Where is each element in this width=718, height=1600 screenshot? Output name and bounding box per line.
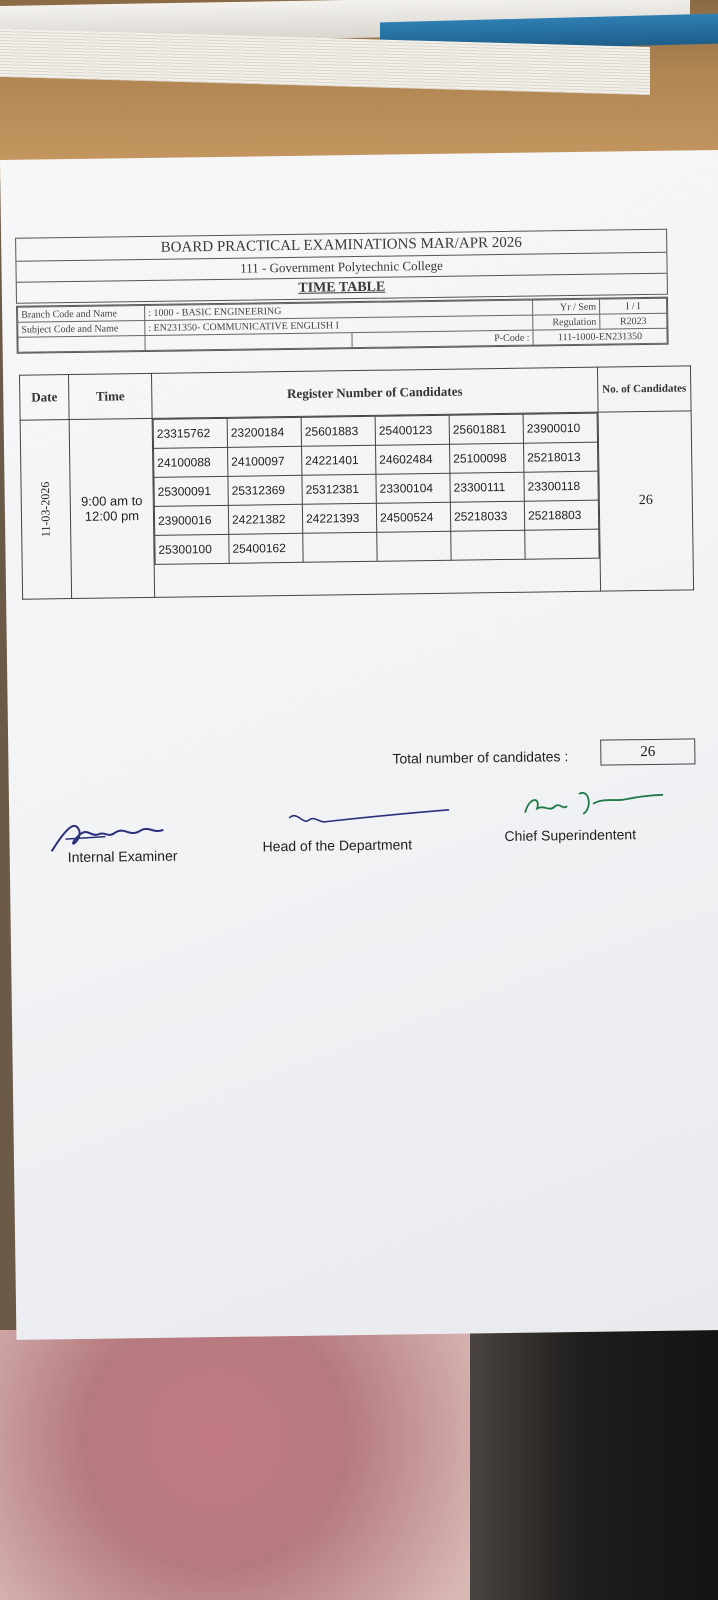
header-block <box>15 229 668 304</box>
register-number-cell: 25300100 <box>155 534 229 564</box>
candidates-table <box>19 365 694 599</box>
register-number-cell: 25100098 <box>450 443 524 473</box>
register-number-cell: 25312381 <box>302 474 376 504</box>
regulation-value: R2023 <box>600 313 667 329</box>
dark-fabric <box>470 1330 718 1600</box>
candidate-count: 26 <box>598 411 693 591</box>
col-register-numbers: Register Number of Candidates <box>151 367 598 418</box>
register-number-cell: 25218033 <box>450 501 524 531</box>
timetable-sheet <box>0 150 718 1340</box>
register-number-cell: 25300091 <box>154 476 228 506</box>
register-number-cell: 25218803 <box>524 500 598 530</box>
register-number-cell: 24221401 <box>302 445 376 475</box>
internal-examiner-label: Internal Examiner <box>67 847 178 866</box>
register-number-cell: 23300111 <box>450 472 524 502</box>
register-number-cell: 23200184 <box>227 417 301 447</box>
col-date: Date <box>20 375 70 421</box>
register-number-cell <box>525 529 599 559</box>
pcode-value: 111-1000-EN231350 <box>533 328 667 345</box>
subject-value: : EN231350- COMMUNICATIVE ENGLISH I <box>145 315 533 335</box>
register-number-cell: 24221393 <box>302 503 376 533</box>
register-number-cell: 24100088 <box>154 447 228 477</box>
date-cell <box>20 420 71 600</box>
register-number-cell: 24500524 <box>376 502 450 532</box>
register-number-cell: 25400162 <box>229 533 303 563</box>
register-row <box>155 529 599 564</box>
register-number-cell: 25601881 <box>449 414 523 444</box>
branch-label: Branch Code and Name <box>18 305 145 322</box>
register-number-cell: 23300104 <box>376 473 450 503</box>
register-number-cell: 25400123 <box>375 415 449 445</box>
register-number-cell: 25312369 <box>228 475 302 505</box>
yr-sem-value: I / I <box>600 298 667 314</box>
register-number-cell <box>451 530 525 560</box>
regulation-label: Regulation <box>533 314 600 330</box>
chief-superintendent-label: Chief Superindentent <box>504 826 637 845</box>
register-number-cell <box>377 531 451 561</box>
branch-value: : 1000 - BASIC ENGINEERING <box>145 300 533 320</box>
subject-label: Subject Code and Name <box>18 320 145 337</box>
register-number-cell: 25601883 <box>301 416 375 446</box>
chief-superintendent-signature <box>519 782 690 824</box>
hod-label: Head of the Department <box>262 836 413 855</box>
college-name: 111 - Government Polytechnic College <box>16 253 666 283</box>
exam-time: 9:00 am to 12:00 pm <box>69 418 154 598</box>
register-number-cell: 23900010 <box>523 413 597 443</box>
meta-block <box>16 297 669 354</box>
col-no-of-candidates: No. of Candidates <box>597 366 691 412</box>
timetable-heading: TIME TABLE <box>298 279 386 296</box>
register-number-cell: 24100097 <box>228 446 302 476</box>
hod-signature <box>279 804 459 837</box>
register-number-cell: 24221382 <box>228 504 302 534</box>
register-number-cell <box>303 532 377 562</box>
register-number-cell: 24602484 <box>376 444 450 474</box>
register-number-cell: 23900016 <box>154 505 228 535</box>
register-number-cell: 23300118 <box>524 471 598 501</box>
exam-date: 11-03-2026 <box>37 481 53 538</box>
register-numbers <box>152 412 600 597</box>
total-label: Total number of candidates : <box>392 748 569 767</box>
col-time: Time <box>69 373 153 419</box>
exam-title: BOARD PRACTICAL EXAMINATIONS MAR/APR 2026 <box>16 230 666 262</box>
yr-sem-label: Yr / Sem <box>533 299 600 315</box>
register-grid <box>153 413 600 565</box>
register-number-cell: 23315762 <box>153 418 227 448</box>
register-number-cell: 25218013 <box>524 442 598 472</box>
total-value: 26 <box>600 738 695 765</box>
pcode-label: P-Code : <box>352 330 533 348</box>
